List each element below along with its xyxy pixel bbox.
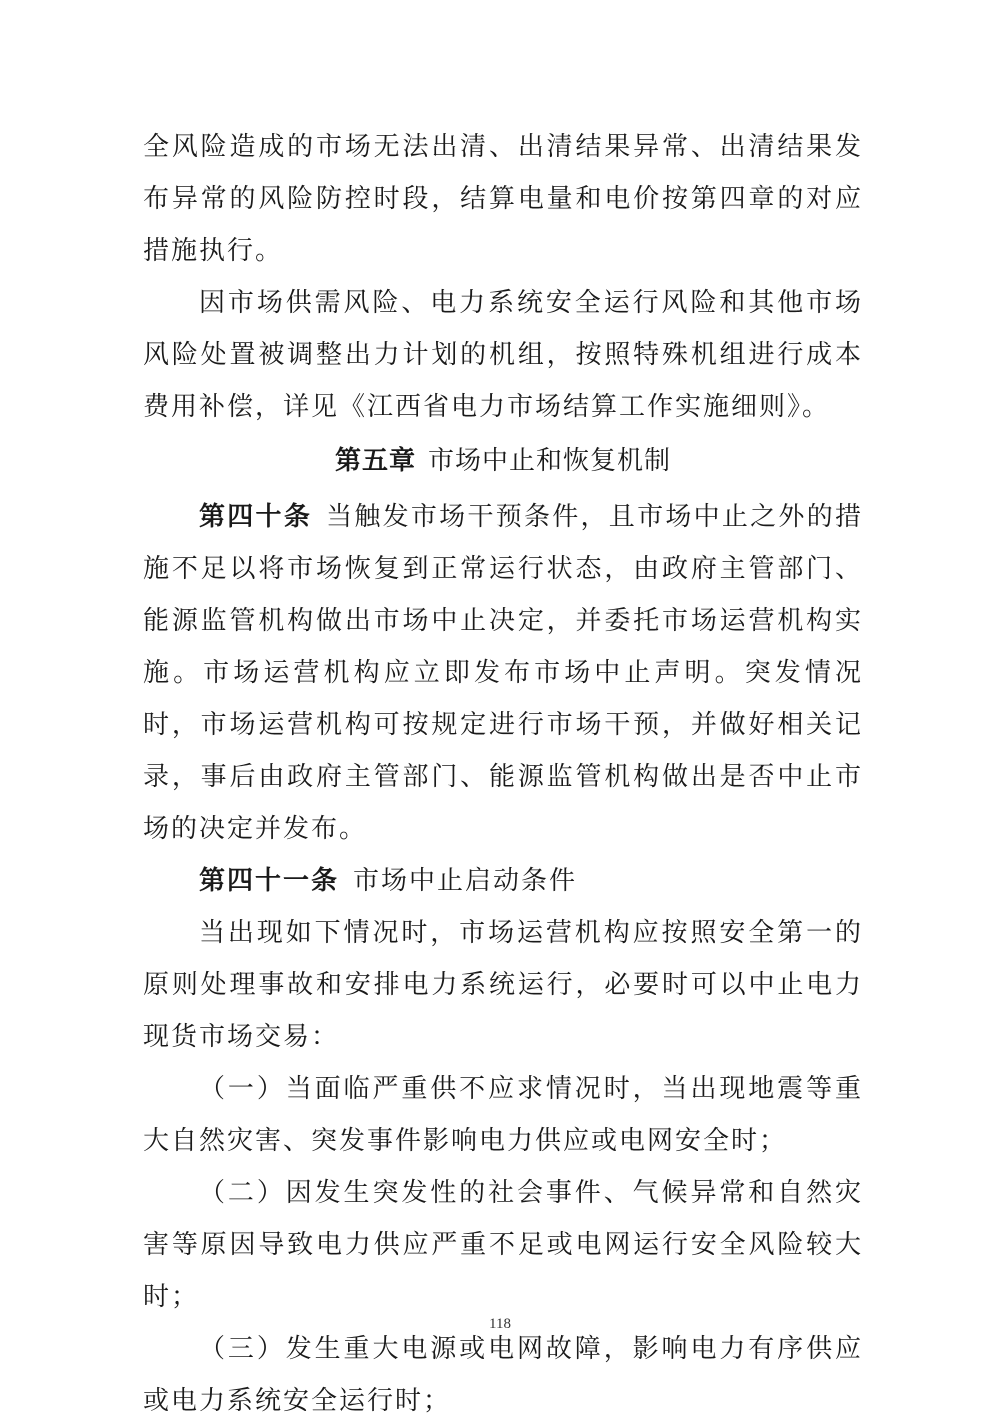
article-40-label: 第四十条 [199,502,313,532]
chapter-heading [143,435,863,487]
page-number: 118 [489,1316,511,1332]
article-41-title: 市场中止启动条件 [353,866,578,896]
list-item-1: （一）当面临严重供不应求情况时，当出现地震等重大自然灾害、突发事件影响电力供应或电网安全时； [143,1074,863,1156]
article-41-label: 第四十一条 [199,866,340,896]
list-item-3: （三）发生重大电源或电网故障，影响电力有序供应或电力系统安全运行时； [143,1334,863,1416]
chapter-title: 市场中止和恢复机制 [428,446,672,476]
document-body [143,121,863,1427]
article-40-text: 当触发市场干预条件，且市场中止之外的措施不足以将市场恢复到正常运行状态，由政府主管部门、能源监管机构做出市场中止决定，并委托市场运营机构实施。市场运营机构应立即发布市场中止声明。突发情况时，市场运营机构可按规定进行市场干预，并做好相关记录，事后由政府主管部门、能源监管机构做出是否中止市场的决定并发布。 [143,502,863,844]
paragraph-continued: 全风险造成的市场无法出清、出清结果异常、出清结果发布异常的风险防控时段，结算电量和电价按第四章的对应措施执行。 [143,132,863,266]
article-41-heading [143,855,863,907]
article-41-intro: 当出现如下情况时，市场运营机构应按照安全第一的原则处理事故和安排电力系统运行，必要时可以中止电力现货市场交易： [143,918,863,1052]
article-40 [143,491,863,855]
chapter-number: 第五章 [334,446,416,476]
paragraph-compensation: 因市场供需风险、电力系统安全运行风险和其他市场风险处置被调整出力计划的机组，按照特殊机组进行成本费用补偿，详见《江西省电力市场结算工作实施细则》。 [143,288,863,422]
list-item-2: （二）因发生突发性的社会事件、气候异常和自然灾害等原因导致电力供应严重不足或电网运行安全风险较大时； [143,1178,863,1312]
